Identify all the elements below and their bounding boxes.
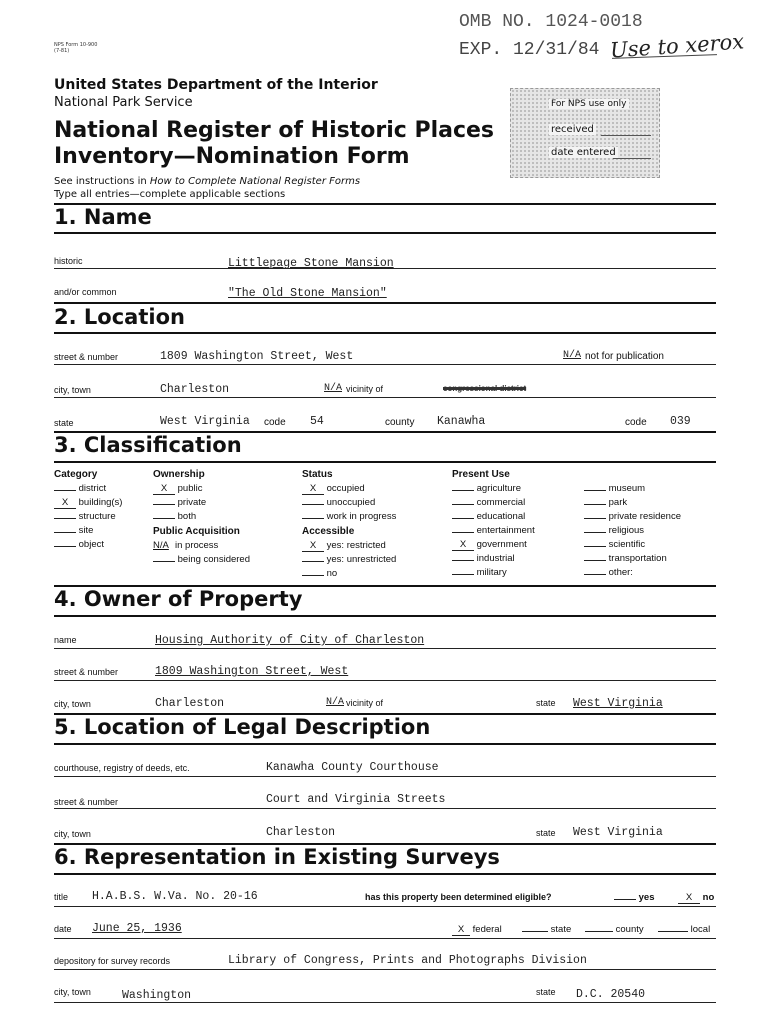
survey-title-value: H.A.B.S. W.Va. No. 20-16 — [92, 890, 258, 903]
nps-received-line — [601, 135, 651, 136]
nps-date-entered-label: date entered — [551, 147, 616, 158]
survey-county — [585, 924, 644, 935]
survey-date-value: June 25, 1936 — [92, 922, 182, 935]
expiration-date: EXP. 12/31/84 — [459, 40, 600, 60]
location-city-rule — [54, 397, 716, 398]
department-name: United States Department of the Interior — [54, 77, 378, 93]
legal-city-label: city, town — [54, 829, 91, 839]
location-county-code-value: 039 — [670, 415, 691, 428]
courthouse-label: courthouse, registry of deeds, etc. — [54, 763, 190, 773]
category-structure-mark — [54, 518, 76, 519]
common-label: and/or common — [54, 287, 117, 297]
use-private-residence-label: private residence — [608, 511, 681, 522]
category-site-label: site — [78, 525, 94, 536]
category-object — [54, 539, 104, 550]
form-code — [54, 42, 97, 54]
use-industrial-label: industrial — [476, 553, 515, 564]
category-buildings-label: building(s) — [78, 497, 123, 508]
courthouse-value: Kanawha County Courthouse — [266, 761, 439, 774]
owner-vicinity-label: vicinity of — [346, 698, 384, 708]
owner-name-label: name — [54, 635, 77, 645]
location-state-value: West Virginia — [160, 415, 250, 428]
status-work-in-progress-label: work in progress — [326, 511, 397, 522]
owner-state-label: state — [536, 698, 556, 708]
survey-federal-label: federal — [472, 924, 502, 935]
survey-federal — [452, 924, 502, 936]
struck-congressional-district: congressional district — [443, 384, 527, 393]
use-park-mark — [584, 504, 606, 505]
category-buildings-mark: X — [54, 497, 76, 509]
use-religious — [584, 525, 644, 536]
historic-rule — [54, 268, 716, 269]
category-site — [54, 525, 93, 536]
survey-title-label: title — [54, 892, 69, 902]
category-structure-label: structure — [78, 511, 116, 522]
eligible-yes — [614, 892, 655, 903]
eligible-no-mark: X — [678, 892, 700, 904]
location-city-value: Charleston — [160, 383, 230, 396]
ownership-private-mark — [153, 504, 175, 505]
legal-state-label: state — [536, 828, 556, 838]
owner-city-label: city, town — [54, 699, 91, 709]
ownership-public-label: public — [177, 483, 203, 494]
survey-state — [522, 924, 571, 935]
owner-city-value: Charleston — [155, 697, 225, 710]
section1-top-rule — [54, 203, 716, 205]
survey-county-blank — [585, 931, 613, 932]
nps-received-label: received — [551, 124, 594, 135]
instructions-line1 — [54, 176, 360, 187]
ownership-both-label: both — [177, 511, 197, 522]
section1-bottom-rule — [54, 232, 716, 234]
section6-heading: 6. Representation in Existing Surveys — [54, 845, 500, 869]
accessible-unrestricted — [302, 554, 396, 565]
use-commercial-label: commercial — [476, 497, 526, 508]
section2-heading: 2. Location — [54, 305, 185, 329]
not-for-publication-mark: N/A — [563, 350, 582, 361]
service-name: National Park Service — [54, 95, 193, 110]
section2-top-rule — [54, 302, 716, 304]
section1-heading: 1. Name — [54, 205, 152, 229]
use-industrial-mark — [452, 560, 474, 561]
use-military-mark — [452, 574, 474, 575]
survey-state-label: state — [550, 924, 572, 935]
survey-local-label: local — [690, 924, 711, 935]
acquisition-being-considered-label: being considered — [177, 554, 250, 565]
category-object-mark — [54, 546, 76, 547]
accessible-no — [302, 568, 337, 579]
nps-date-entered-line — [613, 158, 651, 159]
acquisition-in-process — [153, 540, 218, 551]
legal-state-value: West Virginia — [573, 826, 663, 839]
use-government-mark: X — [452, 539, 474, 551]
survey-title-rule — [54, 906, 716, 907]
historic-label: historic — [54, 256, 83, 266]
use-park-label: park — [608, 497, 628, 508]
use-agriculture — [452, 483, 521, 494]
form-title-line1: National Register of Historic Places — [54, 118, 495, 143]
use-other-label: other: — [608, 567, 633, 578]
ownership-private — [153, 497, 206, 508]
survey-city-value: Washington — [122, 989, 192, 1002]
use-government-label: government — [476, 539, 527, 550]
survey-state-blank — [522, 931, 548, 932]
category-district-mark — [54, 490, 76, 491]
category-site-mark — [54, 532, 76, 533]
eligible-yes-blank — [614, 899, 636, 900]
form-code-line2: (7-81) — [54, 48, 70, 54]
nps-use-title: For NPS use only — [551, 99, 627, 109]
use-museum — [584, 483, 645, 494]
survey-state-value: D.C. 20540 — [576, 988, 646, 1001]
category-district — [54, 483, 106, 494]
section5-bottom-rule — [54, 743, 716, 745]
owner-street-value: 1809 Washington Street, West — [155, 665, 349, 678]
use-industrial — [452, 553, 515, 564]
use-transportation — [584, 553, 667, 564]
not-for-publication-label: not for publication — [585, 351, 664, 362]
section2-bottom-rule — [54, 332, 716, 334]
location-code-value: 54 — [310, 415, 324, 428]
use-educational — [452, 511, 525, 522]
instructions-line2: Type all entries—complete applicable sections — [54, 189, 286, 200]
depository-label: depository for survey records — [54, 956, 171, 966]
status-unoccupied-label: unoccupied — [326, 497, 376, 508]
legal-city-value: Charleston — [266, 826, 336, 839]
accessible-no-label: no — [326, 568, 338, 579]
accessible-unrestricted-label: yes: unrestricted — [326, 554, 397, 565]
depository-value: Library of Congress, Prints and Photographs Division — [228, 954, 587, 967]
section4-heading: 4. Owner of Property — [54, 587, 303, 611]
location-street-value: 1809 Washington Street, West — [160, 350, 354, 363]
use-military-label: military — [476, 567, 507, 578]
use-educational-mark — [452, 518, 474, 519]
section4-bottom-rule — [54, 615, 716, 617]
location-county-code-label: code — [625, 417, 647, 428]
survey-date-label: date — [54, 924, 72, 934]
use-scientific — [584, 539, 645, 550]
nps-use-box — [510, 88, 660, 178]
accessible-restricted-label: yes: restricted — [326, 540, 386, 551]
owner-street-rule — [54, 680, 716, 681]
ownership-both-mark — [153, 518, 175, 519]
category-district-label: district — [78, 483, 107, 494]
eligible-question: has this property been determined eligible? — [365, 892, 552, 902]
survey-local — [658, 924, 710, 935]
status-occupied — [302, 483, 365, 495]
instructions-guide-title: How to Complete National Register Forms — [149, 176, 361, 187]
location-street-rule — [54, 364, 716, 365]
acquisition-in-process-mark: N/A — [153, 540, 169, 551]
acquisition-being-considered-mark — [153, 561, 175, 562]
use-scientific-mark — [584, 546, 606, 547]
eligible-no-label: no — [702, 892, 715, 903]
accessible-restricted — [302, 540, 386, 552]
accessible-header: Accessible — [302, 526, 355, 537]
category-structure — [54, 511, 116, 522]
section5-heading: 5. Location of Legal Description — [54, 715, 431, 739]
status-occupied-mark: X — [302, 483, 324, 495]
use-commercial — [452, 497, 525, 508]
survey-county-label: county — [615, 924, 644, 935]
legal-street-label: street & number — [54, 797, 119, 807]
use-transportation-mark — [584, 560, 606, 561]
ownership-private-label: private — [177, 497, 207, 508]
use-commercial-mark — [452, 504, 474, 505]
acquisition-being-considered — [153, 554, 250, 565]
use-religious-label: religious — [608, 525, 645, 536]
accessible-restricted-mark: X — [302, 540, 324, 552]
location-code-label: code — [264, 417, 286, 428]
legal-street-value: Court and Virginia Streets — [266, 793, 446, 806]
location-vicinity-label: vicinity of — [346, 384, 384, 394]
owner-name-rule — [54, 648, 716, 649]
use-government — [452, 539, 527, 551]
status-occupied-label: occupied — [326, 483, 365, 494]
location-city-label: city, town — [54, 385, 91, 395]
public-acquisition-header: Public Acquisition — [153, 526, 240, 537]
use-agriculture-label: agriculture — [476, 483, 521, 494]
use-religious-mark — [584, 532, 606, 533]
use-private-residence — [584, 511, 681, 522]
use-agriculture-mark — [452, 490, 474, 491]
use-other-mark — [584, 574, 606, 575]
category-buildings — [54, 497, 122, 509]
location-county-value: Kanawha — [437, 415, 486, 428]
ownership-public-mark: X — [153, 483, 175, 495]
present-use-header: Present Use — [452, 469, 510, 480]
use-private-residence-mark — [584, 518, 606, 519]
use-scientific-label: scientific — [608, 539, 646, 550]
survey-city-label: city, town — [54, 987, 91, 997]
use-educational-label: educational — [476, 511, 526, 522]
use-military — [452, 567, 507, 578]
survey-state-label: state — [536, 987, 556, 997]
survey-city-rule — [54, 1002, 716, 1003]
instructions-prefix: See instructions in — [54, 176, 150, 187]
owner-vicinity-mark: N/A — [326, 697, 345, 708]
category-header: Category — [54, 469, 98, 480]
handwritten-note: Use to xerox — [609, 29, 745, 63]
common-value: "The Old Stone Mansion" — [228, 287, 387, 300]
use-museum-label: museum — [608, 483, 646, 494]
eligible-yes-label: yes — [638, 892, 655, 903]
owner-street-label: street & number — [54, 667, 119, 677]
courthouse-rule — [54, 776, 716, 777]
use-park — [584, 497, 627, 508]
use-entertainment-mark — [452, 532, 474, 533]
survey-local-blank — [658, 931, 688, 932]
ownership-public — [153, 483, 202, 495]
accessible-no-mark — [302, 575, 324, 576]
survey-date-rule — [54, 938, 716, 939]
location-county-label: county — [385, 417, 415, 428]
status-work-in-progress-mark — [302, 518, 324, 519]
acquisition-in-process-label: in process — [175, 540, 219, 551]
historic-value: Littlepage Stone Mansion — [228, 257, 394, 270]
section3-heading: 3. Classification — [54, 433, 242, 457]
owner-name-value: Housing Authority of City of Charleston — [155, 634, 425, 647]
use-transportation-label: transportation — [608, 553, 667, 564]
omb-number: OMB NO. 1024-0018 — [459, 12, 643, 32]
section3-bottom-rule — [54, 461, 716, 463]
section6-bottom-rule — [54, 873, 716, 875]
location-street-label: street & number — [54, 352, 119, 362]
use-museum-mark — [584, 490, 606, 491]
status-unoccupied-mark — [302, 504, 324, 505]
legal-street-rule — [54, 808, 716, 809]
status-work-in-progress — [302, 511, 396, 522]
use-other — [584, 567, 633, 578]
status-header: Status — [302, 469, 333, 480]
ownership-header: Ownership — [153, 469, 205, 480]
use-entertainment — [452, 525, 535, 536]
survey-federal-mark: X — [452, 924, 470, 936]
location-vicinity-mark: N/A — [324, 383, 343, 394]
accessible-unrestricted-mark — [302, 561, 324, 562]
ownership-both — [153, 511, 196, 522]
category-object-label: object — [78, 539, 104, 550]
form-code-line1: NPS Form 10-900 — [54, 42, 98, 48]
owner-state-value: West Virginia — [573, 697, 663, 710]
eligible-no — [678, 892, 714, 904]
depository-rule — [54, 969, 716, 970]
use-entertainment-label: entertainment — [476, 525, 535, 536]
form-title-line2: Inventory—Nomination Form — [54, 144, 410, 169]
location-state-label: state — [54, 418, 74, 428]
status-unoccupied — [302, 497, 375, 508]
